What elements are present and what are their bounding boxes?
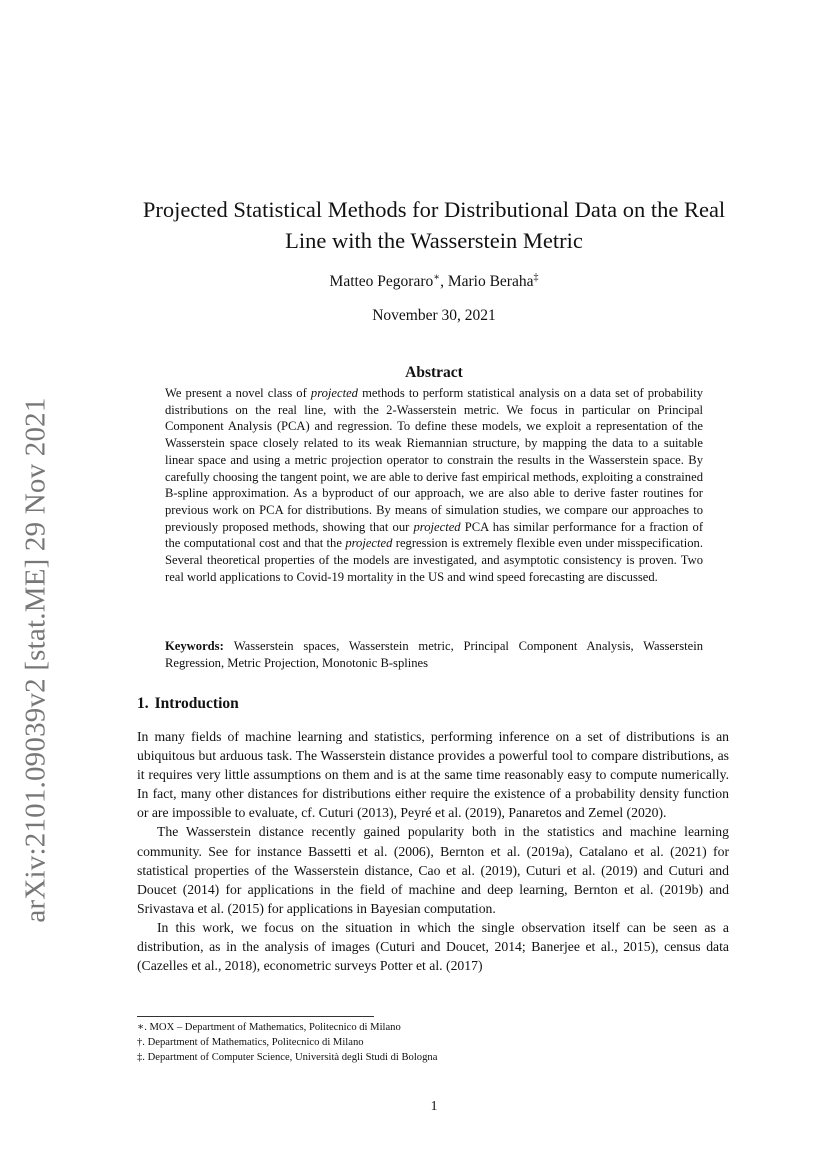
section-heading-introduction: [137, 695, 239, 713]
author-name: Matteo Pegoraro: [329, 273, 434, 291]
section-title: Introduction: [154, 695, 239, 712]
author-footnote-mark[interactable]: ∗: [433, 272, 441, 283]
abstract-segment: regression is extremely flexible even under misspecification. Several theoretical properties of the models are investigated, and asymptotic consistency is proven. Two real world applications to Covid-19 mortality in the US and wind speed forecasting are discussed.: [165, 536, 703, 584]
abstract-segment: We present a novel class of: [165, 386, 311, 400]
introduction-body: [137, 727, 729, 975]
footnote: ∗. MOX – Department of Mathematics, Politecnico di Milano: [137, 1022, 401, 1033]
author-name: Mario Beraha: [447, 273, 534, 291]
keywords-label: Keywords:: [165, 639, 224, 653]
abstract-segment: PCA has similar performance for a fraction of the computational cost and that the: [165, 519, 704, 551]
keywords: [165, 638, 703, 671]
page-number: 1: [430, 1098, 438, 1113]
paragraph: The Wasserstein distance recently gained popularity both in the statistics and machine learning community. See for instance Bassetti et al. (2006), Bernton et al. (2019a), Catalano et al. (2021) for statistical properties of the Wasserstein distance, Cao et al. (2019), Cuturi et al. (2019) and Cuturi and Doucet (2014) for applications in the field of machine and deep learning, Bernton et al. (2019b) and Srivastava et al. (2015) for applications in Bayesian computation.: [137, 824, 729, 916]
footnote: ‡. Department of Computer Science, Università degli Studi di Bologna: [137, 1052, 438, 1063]
author-separator: ,: [440, 273, 448, 291]
author-footnote-mark[interactable]: ‡: [533, 272, 539, 283]
arxiv-stamp: [0, 0, 72, 1171]
section-number: 1.: [137, 695, 149, 712]
footnotes: [137, 1020, 729, 1065]
arxiv-identifier: arXiv:2101.09039v2 [stat.ME] 29 Nov 2021: [19, 397, 52, 923]
paragraph: In many fields of machine learning and statistics, performing inference on a set of distributions is an ubiquitous but arduous task. The Wasserstein distance provides a powerful tool to compare distributions, as it requires very little assumptions on them and is at the same time reasonably easy to compute numerically. In fact, many other distances for distributions either require the existence of a probability density function or are impossible to evaluate, cf. Cuturi (2013), Peyré et al. (2019), Panaretos and Zemel (2020).: [137, 729, 729, 821]
footnote: †. Department of Mathematics, Politecnico di Milano: [137, 1037, 364, 1048]
paragraph: In this work, we focus on the situation in which the single observation itself can be seen as a distribution, as in the analysis of images (Cuturi and Doucet, 2014; Banerjee et al., 2015), census data (Cazelles et al., 2018), econometric surveys Potter et al. (2017): [137, 919, 729, 974]
keywords-list: Wasserstein spaces, Wasserstein metric, Principal Component Analysis, Wasserstein Regression, Metric Projection, Monotonic B-splines: [165, 639, 703, 670]
footnote-divider: [137, 1016, 374, 1017]
abstract-heading: Abstract: [405, 364, 463, 381]
abstract-emphasis: projected: [413, 519, 461, 534]
abstract-segment: methods to perform statistical analysis on a data set of probability distributions on the real line, with the 2-Wasserstein metric. We focus in particular on Principal Component Analysis (PCA) and regression. To define these models, we exploit a representation of the Wasserstein space closely related to its weak Riemannian structure, by mapping the data to a suitable linear space and using a metric projection operator to constrain the results in the Wasserstein space. By carefully choosing the tangent point, we are able to derive fast empirical methods, exploiting a constrained B-spline approximation. As a byproduct of our approach, we are also able to derive faster routines for previous work on PCA for distributions. By means of simulation studies, we compare our approaches to previously proposed methods, showing that our: [165, 386, 703, 534]
abstract-emphasis: projected: [310, 386, 358, 400]
abstract-emphasis: projected: [345, 536, 393, 551]
paper-title: Projected Statistical Methods for Distributional Data on the Real Line with the Wasserstein Metric: [142, 197, 726, 253]
author-list: [120, 272, 748, 291]
abstract-text: [165, 385, 703, 585]
publication-date: November 30, 2021: [372, 307, 496, 324]
